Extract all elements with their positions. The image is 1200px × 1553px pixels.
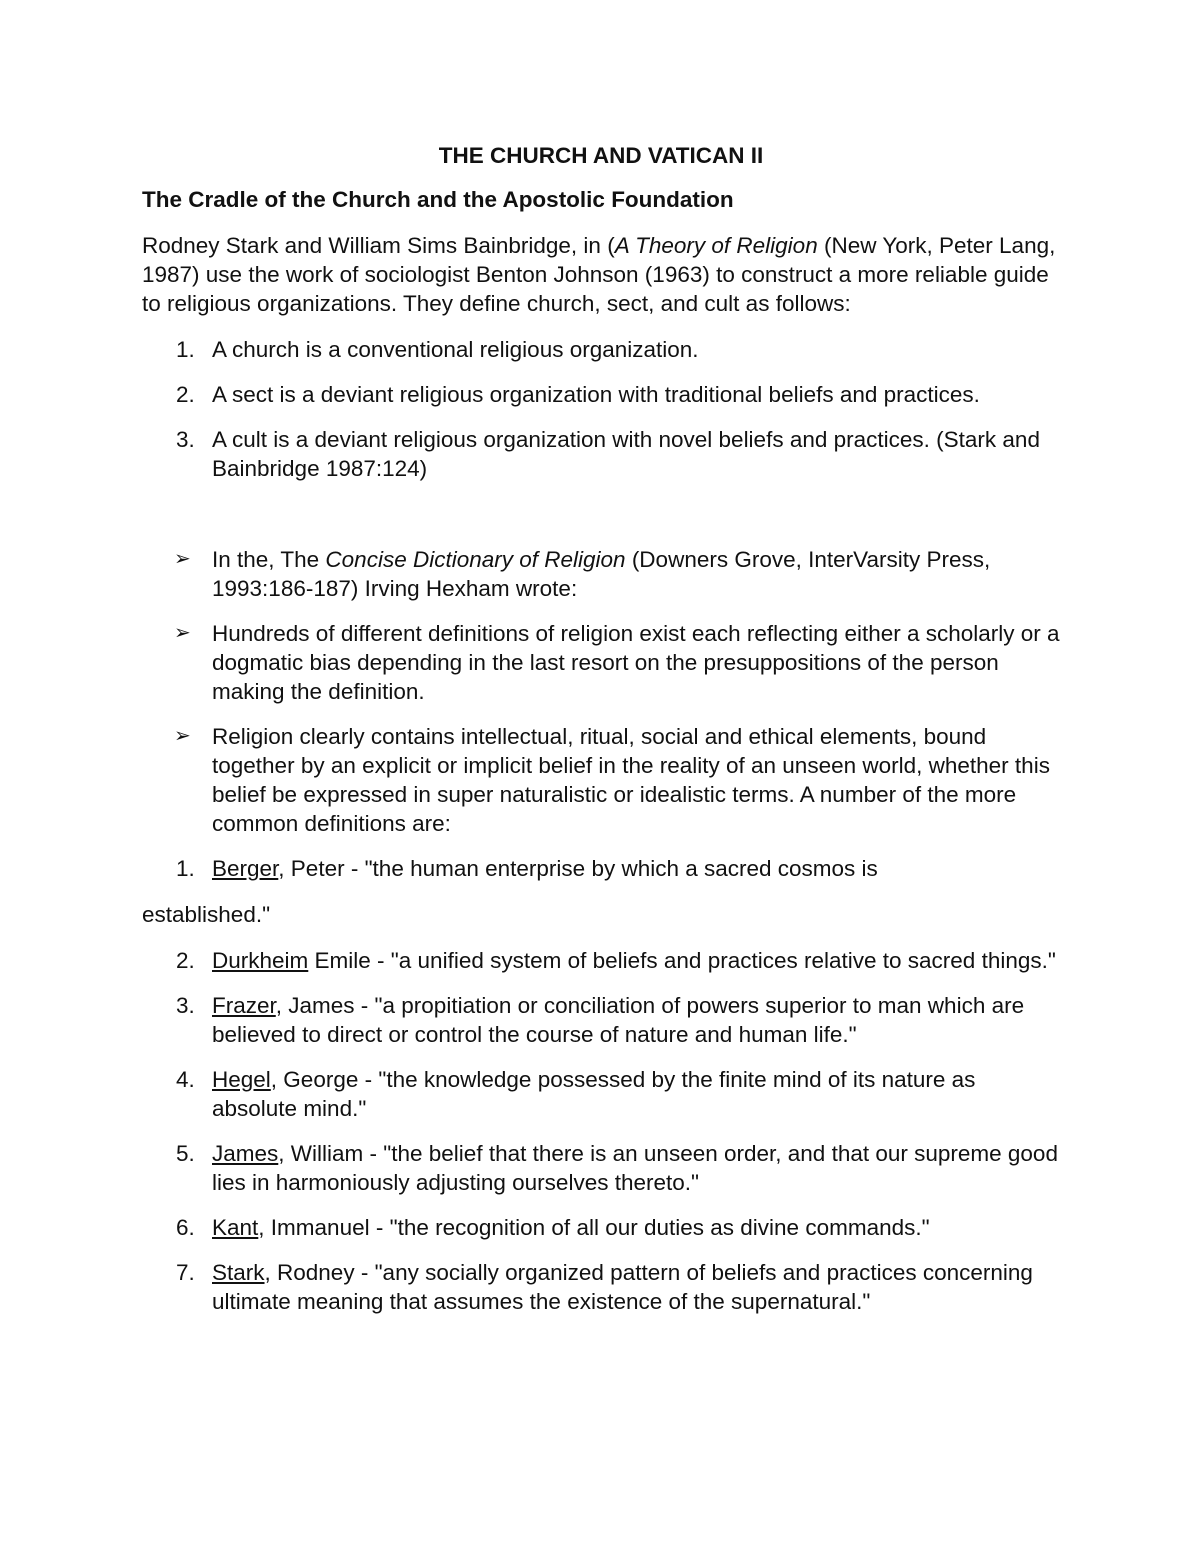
author-definition-text: , Immanuel - "the recognition of all our duties as divine commands." (258, 1215, 930, 1240)
arrow-bullet-icon: ➢ (174, 725, 191, 747)
author-definition-text: , Rodney - "any socially organized pattern of beliefs and practices concerning ultimate meaning that assumes the existence of the supernatural." (212, 1260, 1033, 1314)
definition-item (142, 380, 1060, 409)
document-body (142, 141, 1060, 1316)
author-definition-item (142, 1258, 1060, 1316)
bullet-item (142, 619, 1060, 706)
book-title: Concise Dictionary of Religion (325, 547, 626, 572)
author-definition-item (142, 1065, 1060, 1123)
bullet-text-start: In the, The (212, 547, 326, 572)
list-number: 1. (176, 856, 195, 881)
author-definition-item (142, 946, 1060, 975)
continuation-line: established." (142, 902, 271, 927)
author-definition-text: Emile - "a unified system of beliefs and practices relative to sacred things." (308, 948, 1056, 973)
author-name-link[interactable]: Frazer (212, 993, 276, 1018)
author-definition-item (142, 1213, 1060, 1242)
list-number: 4. (176, 1067, 195, 1092)
author-definition-item (142, 854, 1060, 883)
intro-text-start: Rodney Stark and William Sims Bainbridge, in ( (142, 233, 615, 258)
list-number: 3. (176, 993, 195, 1018)
list-number: 7. (176, 1260, 195, 1285)
page-title: THE CHURCH AND VATICAN II (438, 143, 764, 168)
bullet-text: Hundreds of different definitions of religion exist each reflecting either a scholarly or a dogmatic bias depending in the last resort on the presuppositions of the person making the definition. (212, 621, 1060, 704)
definition-text: A sect is a deviant religious organization with traditional beliefs and practices. (212, 382, 980, 407)
list-number: 5. (176, 1141, 195, 1166)
author-definition-text: , George - "the knowledge possessed by the finite mind of its nature as absolute mind." (212, 1067, 976, 1121)
section-heading: The Cradle of the Church and the Apostolic Foundation (142, 187, 734, 212)
author-definition-item (142, 991, 1060, 1049)
book-title: A Theory of Religion (614, 233, 818, 258)
bullet-text: Religion clearly contains intellectual, ritual, social and ethical elements, bound together by an explicit or implicit belief in the reality of an unseen world, whether this belief be expressed in super naturalistic or idealistic terms. A number of the more common definitions are: (212, 724, 1050, 836)
arrow-bullet-icon: ➢ (174, 622, 191, 644)
author-name-link[interactable]: Berger (212, 856, 279, 881)
list-number: 3. (176, 427, 195, 452)
author-name-link[interactable]: Kant (212, 1215, 259, 1240)
bullet-item (142, 545, 1060, 603)
author-definition-text: , Peter - "the human enterprise by which a sacred cosmos is (278, 856, 878, 881)
definition-item (142, 425, 1060, 483)
intro-paragraph (142, 231, 1060, 318)
definition-text: A cult is a deviant religious organization with novel beliefs and practices. (Stark and Bainbridge 1987:124) (212, 427, 1040, 481)
author-name-link[interactable]: James (212, 1141, 279, 1166)
arrow-bullet-icon: ➢ (174, 548, 191, 570)
intro-text-end: (New York, Peter Lang, 1987) use the work of sociologist Benton Johnson (1963) to construct a more reliable guide to religious organizations. They define church, sect, and cult as follows: (142, 233, 1056, 316)
author-name-link[interactable]: Hegel (212, 1067, 271, 1092)
bullet-text-end: (Downers Grove, InterVarsity Press, 1993:186-187) Irving Hexham wrote: (212, 547, 991, 601)
list-number: 2. (176, 382, 195, 407)
author-definition-item (142, 1139, 1060, 1197)
author-name-link[interactable]: Stark (212, 1260, 265, 1285)
definition-text: A church is a conventional religious organization. (212, 337, 699, 362)
list-number: 6. (176, 1215, 195, 1240)
author-definition-text: , James - "a propitiation or conciliation of powers superior to man which are believed to direct or control the course of nature and human life." (212, 993, 1025, 1047)
list-number: 2. (176, 948, 195, 973)
definition-item (142, 335, 1060, 364)
author-definition-text: , William - "the belief that there is an unseen order, and that our supreme good lies in harmoniously adjusting ourselves thereto." (212, 1141, 1058, 1195)
list-number: 1. (176, 337, 195, 362)
bullet-item (142, 722, 1060, 838)
author-name-link[interactable]: Durkheim (212, 948, 309, 973)
